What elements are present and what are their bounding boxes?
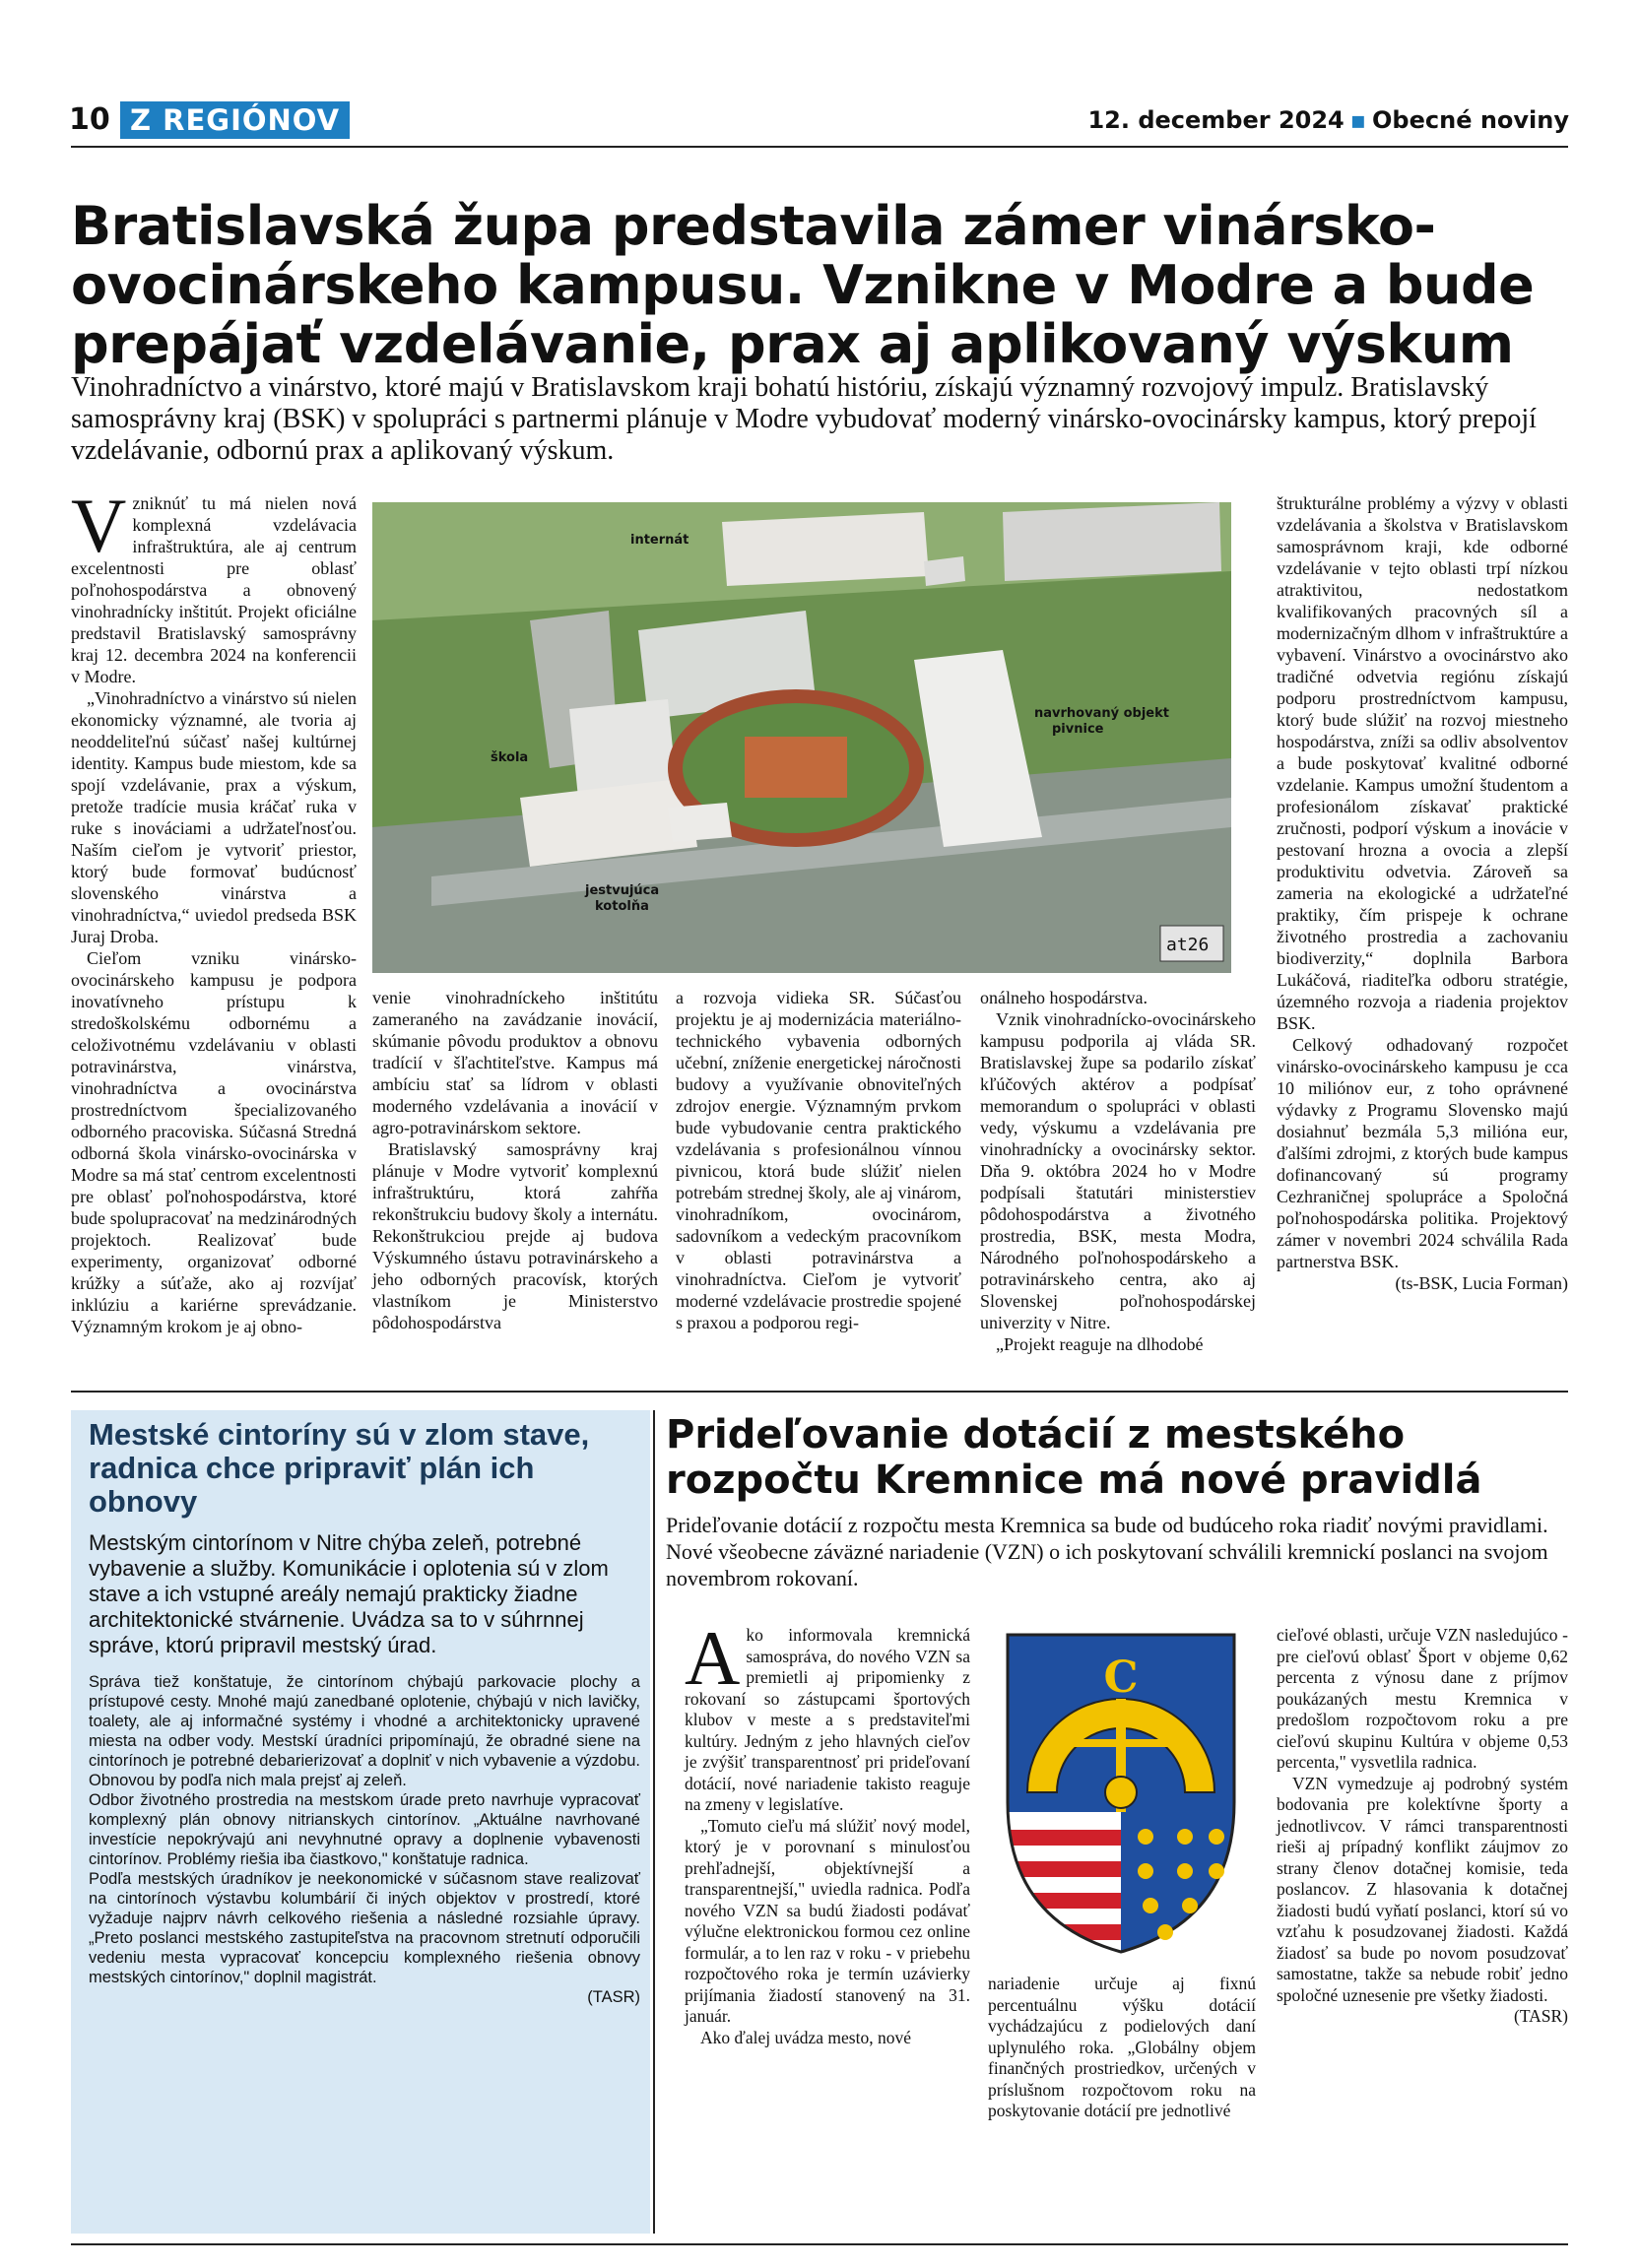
sidebar-signature: (TASR)	[587, 1988, 640, 2006]
article-column-5	[1277, 492, 1568, 1294]
article-headline: Bratislavská župa predstavila zámer vinársko-ovocinárskeho kampusu. Vznikne v Modre a bude prepájať vzdelávanie, prax aj aplikovaný výskum	[71, 195, 1535, 375]
paragraph: a rozvoja vidieka SR. Súčasťou projektu je aj modernizácia materiálno-technického vybavenia odborných učební, zníženie energetickej náročnosti budovy a využívanie obnoviteľných zdrojov energie. Významným prvkom bude vybudovanie centra praktického vzdelávania s profesionálnou vínnou pivnicou, ktorá bude slúžiť nielen potrebám strednej školy, ale aj vinárom, vinohradníkom, ovocinárom, sadovníkom a vedeckým pracovníkom v oblasti potravinárstva a vinohradníctva. Cieľom je vytvoriť moderné vzdelávacie prostredie spojené s praxou a podporou regi-	[676, 988, 961, 1332]
article2-column-2	[988, 1974, 1256, 2122]
image-watermark: at26	[1166, 935, 1210, 955]
separator-icon: ▪	[1349, 106, 1367, 134]
paragraph: Odbor životného prostredia na mestskom úrade preto navrhuje vypracovať komplexný plán obnovy nitrianskych cintorínov. „Aktuálne navrhované investície nepokrývajú ani nevyhnutné opravy a doplnenie vybavenosti cintorínov. Problémy riešia iba čiastkovo," konštatuje radnica.	[89, 1791, 640, 1868]
paragraph: cieľové oblasti, určuje VZN nasledujúco - pre cieľovú oblasť Šport v objeme 0,62 percenta z výnosu dane z príjmov poukázaných mestu Kremnica v predošlom rozpočtovom roku a pre cieľovú skupinu Kultúra v objeme 0,53 percenta," vysvetlila radnica.	[1277, 1625, 1568, 1772]
crest-letter: C	[1103, 1652, 1139, 1703]
label-kotolna-line2: kotolňa	[595, 899, 649, 914]
paragraph: „Tomuto cieľu má slúžiť nový model, ktorý je v porovnaní s minulosťou prehľadnejší, objektívnejší a transparentnejší," uviedla radnica. Podľa nového VZN sa budú žiadosti podávať výlučne elektronickou formou cez online formulár, a to len raz v roku - v priebehu rozpočtového roka je termín uzávierky prijímania žiadostí stanovený na 31. január.	[685, 1815, 970, 2026]
paragraph: Cieľom vzniku vinársko-ovocinárskeho kampusu je podpora inovatívneho prístupu k stredoškolskému odbornému a celoživotnému vzdelávaniu v oblasti potravinárstva, vinárstva, vinohradníctva a ovocinárstva prostredníctvom špecializovaného odborného pracoviska. Súčasná Stredná odborná škola vinársko-ovocinárska v Modre sa má stať centrom excelentnosti pre oblasť poľnohospodárstva, ktoré bude spolupracovať na medzinárodných projektoch. Realizovať bude experimenty, organizovať odborné krúžky a súťaže, ako aj rozvíjať inklúziu a kariérne sprevádzanie. Významným krokom je aj obno-	[71, 948, 357, 1336]
sidebar-lead: Mestským cintorínom v Nitre chýba zeleň, potrebné vybavenie a služby. Komunikácie i oplotenia sú v zlom stave a ich vstupné areály nemajú prakticky žiadne architektonické stvárnenie. Uvádza sa to v súhrnnej správe, ktorú pripravil mestský úrad.	[89, 1530, 609, 1657]
crest-icon	[988, 1625, 1254, 1960]
header-rule	[71, 146, 1568, 148]
article-column-1	[71, 483, 357, 1337]
section-rule	[71, 1391, 1568, 1393]
article-column-3	[676, 987, 961, 1333]
paragraph: Bratislavský samosprávny kraj plánuje v Modre vytvoriť komplexnú infraštruktúru, ktorá zahŕňa rekonštrukciu budovy školy a internátu. Rekonštrukciou prejde aj budova Výskumného ústavu potravinárskeho a jeho odborných pracovísk, ktorých vlastníkom je Ministerstvo pôdohospodárstva	[372, 1139, 658, 1332]
paragraph: VZN vymedzuje aj podrobný systém bodovania pre kolektívne športy a jednotlivcov. V rámci transparentnosti rieši aj prípadný konflikt záujmov zo strany členov dotačnej komisie, teda poslancov. Z hlasovania k dotačnej žiadosti budú vyňatí poslanci, ktorí sú vo vzťahu k posudzovanej žiadosti. Každá žiadosť sa bude po novom posudzovať samostatne, takže sa nebude robiť jedno spoločné uznesenie pre všetky žiadosti.	[1277, 1773, 1568, 2005]
paragraph: Celkový odhadovaný rozpočet vinársko-ovocinárskeho kampusu je cca 10 miliónov eur, z toho oprávnené výdavky z Programu Slovensko majú dosiahnuť bezmála 5,3 milióna eur, ďalšími zdrojmi, z ktorých bude kampus dofinancovaný sú programy Cezhraničnej spolupráce a Spoločná poľnohospodárska politika. Projektový zámer v novembri 2024 schválila Rada partnerstva BSK.	[1277, 1035, 1568, 1271]
label-pivnica-line2: pivnice	[1052, 722, 1104, 737]
dropcap: A	[685, 1615, 741, 1701]
dateline	[1087, 102, 1569, 138]
paragraph: Ako ďalej uvádza mesto, nové	[700, 2027, 911, 2047]
article2-lead: Prideľovanie dotácií z rozpočtu mesta Kremnica sa bude od budúceho roka riadiť novými pravidlami. Nové všeobecne záväzné nariadenie (VZN) o ich poskytovaní schválili kremnickí poslanci na svojom novembrom rokovaní.	[666, 1513, 1548, 1590]
dropcap: V	[71, 483, 127, 568]
article-signature: (ts-BSK, Lucia Forman)	[1395, 1273, 1568, 1293]
paragraph: Správa tiež konštatuje, že cintorínom chýbajú parkovacie plochy a prístupové cesty. Mnohé majú zanedbané oplotenie, chýbajú v nich lavičky, toalety, ale aj informačné systémy i vhodné a architektonicky upravené miesta na odber vody. Mestskí úradníci pripomínajú, že obradné siene na cintorínoch je potrebné debarierizovať a doplniť v nich vybavenie a výzdobu. Obnovou by podľa nich mala prejsť aj zeleň.	[89, 1673, 640, 1789]
campus-aerial-image	[372, 502, 1231, 973]
paragraph: onálneho hospodárstva.	[980, 988, 1148, 1007]
campus-illustration	[372, 502, 1231, 973]
label-skola: škola	[491, 750, 529, 765]
article2-signature: (TASR)	[1514, 2006, 1568, 2026]
article-column-2	[372, 987, 658, 1333]
section-label: Z REGIÓNOV	[120, 101, 350, 139]
article2-column-3	[1277, 1625, 1568, 2028]
paragraph: zniknúť tu má nielen nová komplexná vzdelávacia infraštruktúra, ale aj centrum excelentnosti pre oblasť poľnohospodárstva a obnovený vinohradnícky inštitút. Projekt oficiálne predstavil Bratislavský samosprávny kraj 12. decembra 2024 na konferencii v Modre.	[71, 493, 357, 686]
sidebar-body	[89, 1672, 640, 2007]
article-lead: Vinohradníctvo a vinárstvo, ktoré majú v Bratislavskom kraji bohatú históriu, získajú významný rozvojový impulz. Bratislavský samosprávny kraj (BSK) v spolupráci s partnermi plánuje v Modre vybudovať moderný vinársko-ovocinársky kampus, ktorý prepojí vzdelávanie, odbornú prax a aplikovaný výskum.	[71, 372, 1537, 466]
paragraph: Vznik vinohradnícko-ovocinárskeho kampusu podporila aj vláda SR. Bratislavskej župe sa podarilo získať kľúčových aktérov a podpísať memorandum o spolupráci v oblasti vedy, výskumu a vzdelávania pre vinohradnícky a ovocinársky sektor. Dňa 9. októbra 2024 ho v Modre podpísali štatutári ministerstiev pôdohospodárstva a životného prostredia, BSK, mesta Modra, Národného poľnohospodárskeho a potravinárskeho centra, ako aj Slovenskej poľnohospodárskej univerzity v Nitre.	[980, 1009, 1256, 1332]
paragraph: štrukturálne problémy a výzvy v oblasti vzdelávania a školstva v Bratislavskom samosprávnom kraji, kde odborné vzdelávanie v tejto oblasti trpí nízkou atraktivitou, nedostatkom kvalifikovaných pracovných síl a modernizačným dlhom v infraštruktúre a vybavení. Vinárstvo a ovocinárstvo ako tradičné odvetvia regiónu získajú podporu prostredníctvom kampusu, ktorý bude slúžiť na rozvoj miestneho hospodárstva, zníži sa odliv absolventov a bude poskytovať kvalitné odborné vzdelanie. Kampus umožní študentom a profesionálom získavať praktické zručnosti, podporí výskum a inovácie v pestovaní hrozna a ovocia a zlepší produktivitu odvetvia. Zároveň sa zameria na ekologické a udržateľné praktiky, čím prispeje k ochrane životného prostredia a zachovaniu biodiverzity,“ doplnila Barbora Lukáčová, riaditeľka odboru stratégie, územného rozvoja a riadenia projektov BSK.	[1277, 493, 1568, 1033]
article-column-4	[980, 987, 1256, 1355]
kremnica-coat-of-arms	[988, 1625, 1254, 1960]
publication-name: Obecné noviny	[1372, 106, 1569, 134]
sidebar-headline: Mestské cintoríny sú v zlom stave, radnica chce pripraviť plán ich obnovy	[89, 1417, 590, 1519]
paragraph: ko informovala kremnická samospráva, do nového VZN sa premietli aj pripomienky z rokovaní so zástupcami športových klubov v meste a s predstaviteľmi kultúry. Jedným z jeho hlavných cieľov je zvýšiť transparentnosť pri prideľovaní dotácií, nové nariadenie takisto reaguje na zmeny v legislatíve.	[685, 1625, 970, 1814]
label-kotolna-line1: jestvujúca	[585, 883, 660, 898]
paragraph: venie vinohradníckeho inštitútu zameraného na zavádzanie inovácií, skúmanie pôvodu produktov a obnovu tradícií v šľachtiteľstve. Kampus má ambíciu stať sa lídrom v oblasti moderného vzdelávania a inovácií v agro-potravinárskom sektore.	[372, 988, 658, 1137]
paragraph: nariadenie určuje aj fixnú percentuálnu výšku dotácií vychádzajúcu z podielových daní uplynulého roka. „Globálny objem finančných prostriedkov, určených v príslušnom rozpočtovom roku na poskytovanie dotácií pre jednotlivé	[988, 1974, 1256, 2120]
footer-rule	[71, 2243, 1568, 2245]
label-pivnica-line1: navrhovaný objekt	[1034, 706, 1169, 721]
issue-date: 12. december 2024	[1087, 106, 1345, 134]
page-number: 10	[69, 102, 110, 137]
label-internat: internát	[630, 533, 689, 548]
column-divider	[653, 1410, 655, 2234]
article2-column-1	[685, 1615, 970, 2048]
paragraph: „Vinohradníctvo a vinárstvo sú nielen ekonomicky významné, ale tvoria aj neoddeliteľnú súčasť našej kultúrnej identity. Kampus bude miestom, kde sa spojí vzdelávanie, prax a výskum, pretože tradície musia kráčať ruka v ruke s inováciami a udržateľnosťou. Naším cieľom je vytvoriť priestor, ktorý bude formovať budúcnosť slovenského vinárstva a vinohradníctva,“ uviedol predseda BSK Juraj Droba.	[71, 688, 357, 946]
article2-headline: Prideľovanie dotácií z mestského rozpočtu Kremnice má nové pravidlá	[666, 1412, 1482, 1503]
paragraph: Podľa mestských úradníkov je neekonomické v súčasnom stave realizovať na cintorínoch výstavbu kolumbárií či iných objektov v prostredí, ktoré vyžaduje najprv návrh celkového riešenia a následné rozsiahle úpravy. „Preto poslanci mestského zastupiteľstva na pracovnom stretnutí odporučili vedeniu mesta vypracovať koncepciu komplexného riešenia obnovy mestských cintorínov," doplnil magistrát.	[89, 1870, 640, 1986]
paragraph: „Projekt reaguje na dlhodobé	[996, 1334, 1204, 1354]
